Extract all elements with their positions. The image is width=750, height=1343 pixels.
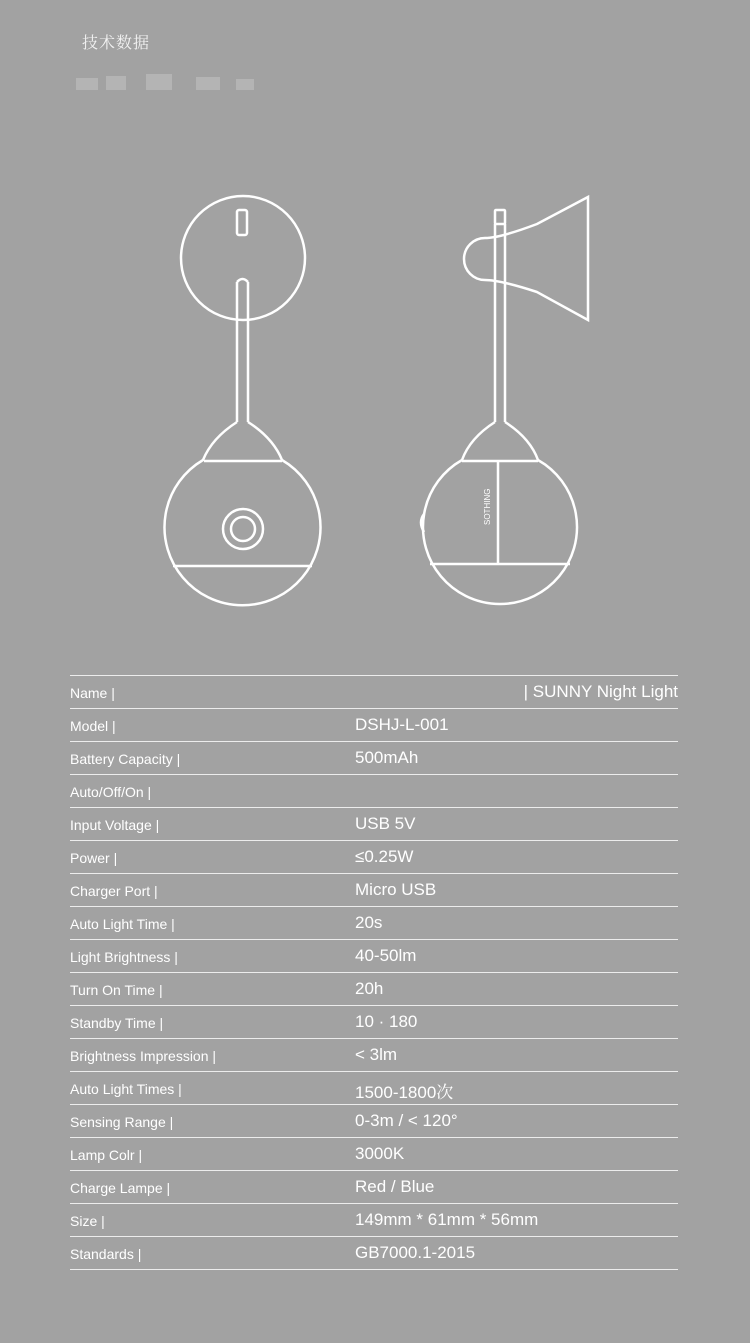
spec-row (70, 775, 678, 808)
spec-label: Lamp Colr | (70, 1147, 143, 1163)
spec-label: Auto Light Time | (70, 916, 175, 932)
spec-label: Sensing Range | (70, 1114, 174, 1130)
spec-label: Auto/Off/On | (70, 784, 152, 800)
spec-label: Auto Light Times | (70, 1081, 182, 1097)
spec-row (70, 709, 678, 742)
spec-label: Turn On Time | (70, 982, 163, 998)
spec-row (70, 1204, 678, 1237)
spec-value: 20s (355, 913, 383, 932)
spec-value: Red / Blue (355, 1177, 435, 1196)
spec-row (70, 940, 678, 973)
spec-row (70, 1072, 678, 1105)
spec-row (70, 742, 678, 775)
spec-row (70, 1006, 678, 1039)
spec-label: Power | (70, 850, 118, 866)
spec-label: Standards | (70, 1246, 142, 1262)
spec-row (70, 676, 678, 709)
spec-label: Charge Lampe | (70, 1180, 171, 1196)
spec-label: Charger Port | (70, 883, 158, 899)
spec-value: | SUNNY Night Light (523, 682, 678, 701)
spec-value: Micro USB (355, 880, 437, 899)
spec-label: Model | (70, 718, 116, 734)
spec-row (70, 874, 678, 907)
spec-row (70, 973, 678, 1006)
section-title: 技术数据 (82, 35, 151, 52)
spec-label: Battery Capacity | (70, 751, 181, 767)
spec-value: 3000K (355, 1144, 405, 1163)
spec-label: Brightness Impression | (70, 1048, 217, 1064)
side-view-lamp-drawing (421, 197, 588, 604)
spec-row (70, 841, 678, 874)
product-illustration (0, 180, 750, 620)
spec-label: Size | (70, 1213, 105, 1229)
spec-value: ≤0.25W (355, 847, 414, 866)
spec-value: 20h (355, 979, 384, 998)
spec-row (70, 1138, 678, 1171)
spec-label: Input Voltage | (70, 817, 160, 833)
spec-label: Light Brightness | (70, 949, 178, 965)
spec-row (70, 1105, 678, 1138)
spec-label: Standby Time | (70, 1015, 164, 1031)
spec-value: 500mAh (355, 748, 419, 767)
spec-row (70, 808, 678, 841)
spec-value: 0-3m / < 120° (355, 1111, 458, 1130)
spec-row (70, 1171, 678, 1204)
spec-value: 1500-1800次 (355, 1083, 454, 1102)
spec-value: DSHJ-L-001 (355, 715, 449, 734)
spec-row (70, 1237, 678, 1270)
spec-value: < 3lm (355, 1045, 398, 1064)
spec-label: Name | (70, 685, 115, 701)
product-mark: SOTHING (483, 488, 492, 525)
blurred-subtitle (76, 68, 266, 94)
spec-value: 10 · 180 (355, 1012, 418, 1031)
spec-row (70, 907, 678, 940)
spec-table (70, 675, 678, 1270)
front-view-lamp-drawing (165, 196, 321, 605)
spec-value: GB7000.1-2015 (355, 1243, 476, 1262)
spec-value: 149mm * 61mm * 56mm (355, 1210, 539, 1229)
spec-value: USB 5V (355, 814, 416, 833)
spec-value: 40-50lm (355, 946, 417, 965)
spec-row (70, 1039, 678, 1072)
